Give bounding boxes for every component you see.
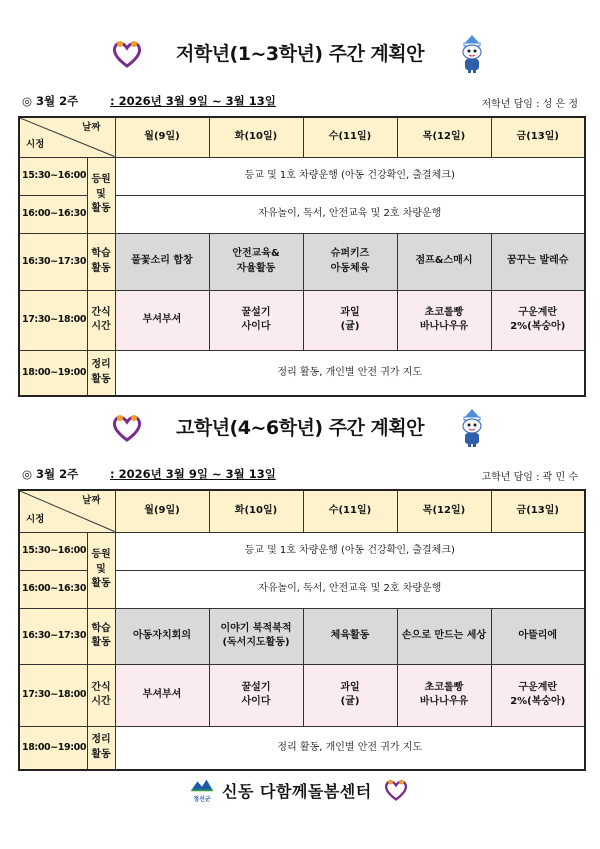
day-header: 화(10일): [209, 490, 303, 532]
high-title-row: [0, 408, 600, 448]
high-row-learning: [19, 608, 585, 664]
category-cell: [87, 350, 115, 396]
learning-label: 풀꽃소리 합창: [131, 255, 193, 267]
time-cell: 16:30~17:30: [19, 233, 87, 290]
learning-cell: [209, 233, 303, 290]
snack-label: 꿀설기 사이다: [241, 681, 271, 707]
low-header-row: [19, 117, 585, 157]
category-cell: [87, 233, 115, 290]
mascot-icon: [456, 408, 488, 448]
time-cell: 16:00~16:30: [19, 195, 87, 233]
activity-cell: 자유놀이, 독서, 안전교육 및 2호 차량운행: [115, 570, 585, 608]
time-cell: 15:30~16:00: [19, 157, 87, 195]
low-row-learning: [19, 233, 585, 290]
day-header: 수(11일): [303, 490, 397, 532]
high-row-cleanup: [19, 726, 585, 770]
learning-cell: [397, 233, 491, 290]
snack-label: 구운계란 2%(복숭아): [510, 681, 566, 707]
mountain-emblem: [188, 776, 216, 794]
heart-logo-icon: [384, 779, 408, 801]
category-cell: [87, 726, 115, 770]
learning-label: 슈퍼키즈 아동체육: [330, 248, 370, 274]
high-schedule-table: [18, 489, 586, 771]
high-date-range: : 2026년 3월 9일 ~ 3월 13일: [110, 467, 276, 481]
activity-cell: 정리 활동, 개인별 안전 귀가 지도: [115, 350, 585, 396]
category-label: 학습 활동: [91, 248, 111, 274]
snack-cell: [303, 664, 397, 726]
time-cell: 17:30~18:00: [19, 664, 87, 726]
snack-label: 초코롤빵 바나나우유: [419, 306, 469, 332]
snack-label: 과일 (귤): [340, 681, 360, 707]
day-header: 월(9일): [115, 117, 209, 157]
learning-cell: [115, 233, 209, 290]
time-cell: 16:30~17:30: [19, 608, 87, 664]
learning-cell: [209, 608, 303, 664]
corner-date-label: 날짜: [82, 495, 101, 506]
snack-cell: [397, 290, 491, 350]
low-teacher: 저학년 담임 : 성 은 정: [481, 99, 578, 110]
learning-label: 체육활동: [330, 629, 370, 641]
activity-cell: 자유놀이, 독서, 안전교육 및 2호 차량운행: [115, 195, 585, 233]
activity-cell: 등교 및 1호 차량운행 (아동 건강확인, 출결체크): [115, 532, 585, 570]
snack-cell: [209, 664, 303, 726]
snack-label: 과일 (귤): [340, 306, 360, 332]
snack-label: 부셔부셔: [142, 688, 182, 700]
gun-emblem-icon: [188, 776, 216, 804]
center-name: 신동 다함께돌봄센터: [222, 782, 372, 801]
category-label: 정리 활동: [91, 359, 111, 385]
snack-label: 꿀설기 사이다: [241, 306, 271, 332]
high-page-title: 고학년(4~6학년) 주간 계획안: [176, 417, 424, 439]
high-header-row: [19, 490, 585, 532]
learning-cell: [303, 608, 397, 664]
snack-cell: [115, 664, 209, 726]
time-cell: 17:30~18:00: [19, 290, 87, 350]
low-row-snack: [19, 290, 585, 350]
low-row-cleanup: [19, 350, 585, 396]
snack-label: 부셔부셔: [142, 313, 182, 325]
learning-label: 이야기 북적북적 (독서지도활동): [220, 622, 292, 648]
corner-time-label: 시정: [26, 138, 45, 150]
time-cell: 18:00~19:00: [19, 350, 87, 396]
high-info-row: [18, 466, 584, 484]
day-header: 목(12일): [397, 490, 491, 532]
snack-cell: [491, 290, 585, 350]
low-info-row: [18, 93, 584, 111]
corner-date-label: 날짜: [82, 122, 101, 133]
high-row-arrival: [19, 532, 585, 570]
snack-label: 구운계란 2%(복숭아): [510, 306, 566, 332]
low-page-title: 저학년(1~3학년) 주간 계획안: [176, 43, 424, 65]
snack-cell: [491, 664, 585, 726]
learning-label: 아동자치회의: [133, 629, 191, 641]
learning-cell: [491, 233, 585, 290]
low-row-arrival: [19, 157, 585, 195]
learning-cell: [397, 608, 491, 664]
snack-cell: [397, 664, 491, 726]
time-cell: 18:00~19:00: [19, 726, 87, 770]
high-teacher: 고학년 담임 : 곽 민 수: [481, 472, 578, 483]
day-header: 수(11일): [303, 117, 397, 157]
category-cell: [87, 664, 115, 726]
corner-time-label: 시정: [26, 513, 45, 525]
learning-label: 점프&스매시: [415, 255, 473, 267]
category-cell: [87, 157, 115, 233]
day-header: 금(13일): [491, 117, 585, 157]
learning-label: 안전교육& 자율활동: [232, 248, 280, 274]
high-row-snack: [19, 664, 585, 726]
learning-label: 손으로 만드는 세상: [401, 629, 487, 641]
learning-label: 아뜰리에: [518, 629, 558, 641]
low-date-range: : 2026년 3월 9일 ~ 3월 13일: [110, 94, 276, 108]
day-header: 월(9일): [115, 490, 209, 532]
low-title-row: [0, 34, 600, 74]
low-schedule-table: [18, 116, 586, 397]
high-corner-cell: [19, 490, 115, 532]
category-cell: [87, 608, 115, 664]
category-cell: [87, 290, 115, 350]
snack-label: 초코롤빵 바나나우유: [419, 681, 469, 707]
day-header: 금(13일): [491, 490, 585, 532]
category-label: 학습 활동: [91, 622, 111, 648]
learning-label: 꿈꾸는 발레슈: [507, 255, 569, 267]
category-cell: [87, 532, 115, 608]
category-label: 간식 시간: [91, 306, 111, 332]
gun-label: 정선군: [193, 796, 211, 803]
high-week-label: ◎ 3월 2주: [22, 467, 79, 481]
snack-cell: [303, 290, 397, 350]
learning-cell: [115, 608, 209, 664]
learning-cell: [491, 608, 585, 664]
day-header: 화(10일): [209, 117, 303, 157]
snack-cell: [209, 290, 303, 350]
category-label: 정리 활동: [91, 734, 111, 760]
category-label: 간식 시간: [91, 681, 111, 707]
activity-cell: 등교 및 1호 차량운행 (아동 건강확인, 출결체크): [115, 157, 585, 195]
time-cell: 15:30~16:00: [19, 532, 87, 570]
mascot-icon: [456, 34, 488, 74]
time-cell: 16:00~16:30: [19, 570, 87, 608]
low-week-label: ◎ 3월 2주: [22, 94, 79, 108]
footer: [0, 775, 600, 805]
snack-cell: [115, 290, 209, 350]
day-header: 목(12일): [397, 117, 491, 157]
activity-cell: 정리 활동, 개인별 안전 귀가 지도: [115, 726, 585, 770]
category-label: 등원 및 활동: [91, 549, 111, 590]
low-corner-cell: [19, 117, 115, 157]
learning-cell: [303, 233, 397, 290]
category-label: 등원 및 활동: [91, 174, 111, 215]
